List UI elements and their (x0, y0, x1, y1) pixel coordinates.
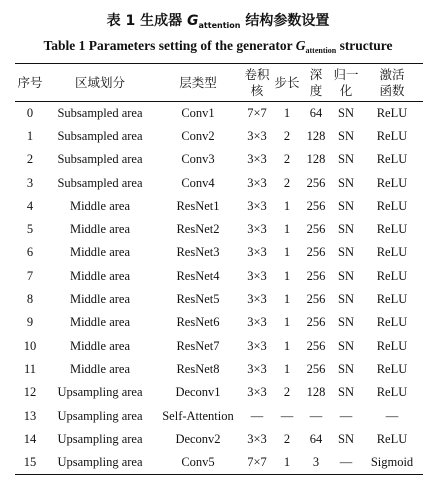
table-row (15, 428, 423, 451)
cell-kernel: 3×3 (247, 198, 267, 213)
cell-stride: 2 (283, 175, 291, 190)
table-row (15, 381, 423, 404)
cell-activation: ReLU (376, 105, 408, 120)
caption-en-subscript: attention (305, 46, 337, 55)
header-kernel (241, 64, 273, 102)
table-row (15, 451, 423, 474)
cell-layer-type: ResNet3 (176, 245, 220, 260)
cell-activation: ReLU (376, 198, 408, 213)
cell-normalization: SN (338, 222, 354, 237)
table-header (15, 64, 423, 102)
table-row (15, 288, 423, 311)
cell-kernel: 3×3 (247, 292, 267, 307)
cell-index: 1 (26, 128, 34, 143)
cell-activation: ReLU (376, 385, 408, 400)
cell-normalization: SN (338, 361, 354, 376)
header-line: 层类型 (179, 74, 217, 90)
header-line: 归一 (333, 66, 359, 82)
cell-index: 5 (26, 222, 34, 237)
cell-stride: 1 (283, 338, 291, 353)
cell-normalization: — (339, 408, 353, 423)
header-activation (361, 64, 423, 102)
cell-region: Upsampling area (57, 408, 143, 423)
cell-region: Middle area (69, 268, 131, 283)
header-stride (273, 64, 301, 102)
cell-activation: Sigmoid (361, 451, 423, 474)
cell-layer-type: Conv1 (181, 105, 215, 120)
header-line: 度 (309, 82, 323, 98)
cell-activation: ReLU (376, 128, 408, 143)
cell-activation: ReLU (376, 338, 408, 353)
cell-region: Upsampling area (57, 431, 143, 446)
header-line: 区域划分 (74, 74, 125, 90)
cell-region: Upsampling area (45, 451, 155, 474)
cell-activation: ReLU (376, 431, 408, 446)
cell-normalization: — (331, 451, 361, 474)
cell-depth: 256 (306, 245, 326, 260)
table-row (15, 171, 423, 194)
cell-layer-type: ResNet1 (176, 198, 220, 213)
cell-layer-type: Self-Attention (162, 408, 234, 423)
cell-kernel: 3×3 (247, 385, 267, 400)
cell-activation: ReLU (376, 175, 408, 190)
cell-kernel: 3×3 (247, 361, 267, 376)
cell-normalization: SN (338, 128, 354, 143)
table-row (15, 218, 423, 241)
cell-layer-type: ResNet4 (176, 268, 220, 283)
cell-stride: 2 (283, 431, 291, 446)
header-line: 卷积 (244, 66, 270, 82)
caption-cn-subscript: attention (198, 21, 241, 30)
cell-index: 4 (26, 198, 34, 213)
cell-index: 10 (23, 338, 37, 353)
table-row (15, 404, 423, 427)
cell-region: Subsampled area (57, 175, 143, 190)
cell-index: 13 (23, 408, 37, 423)
cell-depth: 256 (306, 222, 326, 237)
cell-layer-type: ResNet5 (176, 292, 220, 307)
cell-region: Middle area (69, 292, 131, 307)
cell-activation: ReLU (376, 361, 408, 376)
cell-region: Middle area (69, 315, 131, 330)
header-region (45, 64, 155, 102)
cell-kernel: 3×3 (247, 431, 267, 446)
cell-stride: 1 (283, 361, 291, 376)
header-line: 序号 (17, 74, 43, 90)
cell-stride: — (280, 408, 294, 423)
cell-depth: 256 (306, 292, 326, 307)
cell-region: Middle area (69, 338, 131, 353)
cell-region: Subsampled area (57, 105, 143, 120)
header-row (15, 64, 423, 102)
caption-en-variable: G (295, 38, 306, 53)
cell-depth: 256 (306, 175, 326, 190)
cell-index: 15 (15, 451, 45, 474)
table-body (15, 102, 423, 475)
cell-index: 0 (26, 105, 34, 120)
cell-region: Upsampling area (57, 385, 143, 400)
cell-kernel: 3×3 (247, 128, 267, 143)
cell-stride: 2 (283, 385, 291, 400)
cell-depth: 256 (306, 361, 326, 376)
table-caption-english (0, 38, 436, 55)
cell-depth: 256 (306, 198, 326, 213)
header-index (15, 64, 45, 102)
cell-layer-type: Conv2 (181, 128, 215, 143)
cell-normalization: SN (338, 338, 354, 353)
cell-region: Subsampled area (57, 152, 143, 167)
cell-normalization: SN (338, 175, 354, 190)
table-row (15, 102, 423, 125)
cell-region: Middle area (69, 222, 131, 237)
cell-index: 14 (23, 431, 37, 446)
cell-depth: 128 (306, 128, 326, 143)
cell-activation: ReLU (376, 292, 408, 307)
cell-activation: — (385, 408, 399, 423)
cell-depth: — (309, 408, 323, 423)
cell-normalization: SN (338, 152, 354, 167)
header-line: 深 (309, 66, 323, 82)
cell-region: Middle area (69, 245, 131, 260)
cell-stride: 1 (283, 222, 291, 237)
cell-layer-type: ResNet7 (176, 338, 220, 353)
table-row (15, 241, 423, 264)
header-line: 激活 (379, 66, 405, 82)
cell-layer-type: ResNet2 (176, 222, 220, 237)
cell-stride: 2 (283, 152, 291, 167)
header-depth (301, 64, 331, 102)
cell-kernel: 3×3 (247, 338, 267, 353)
cell-region: Middle area (69, 198, 131, 213)
cell-depth: 128 (306, 152, 326, 167)
cell-activation: ReLU (376, 222, 408, 237)
cell-layer-type: Deconv2 (175, 431, 221, 446)
header-line: 函数 (379, 82, 405, 98)
cell-depth: 64 (309, 105, 323, 120)
header-normalization (331, 64, 361, 102)
cell-index: 7 (26, 268, 34, 283)
cell-normalization: SN (338, 315, 354, 330)
caption-en-prefix: Table 1 Parameters setting of the generator (43, 38, 296, 53)
cell-depth: 128 (306, 385, 326, 400)
cell-kernel: 3×3 (247, 245, 267, 260)
cell-index: 3 (26, 175, 34, 190)
table-row (15, 311, 423, 334)
cell-layer-type: ResNet6 (176, 315, 220, 330)
cell-normalization: SN (338, 292, 354, 307)
cell-normalization: SN (338, 198, 354, 213)
table-caption-chinese (0, 10, 436, 30)
table-row (15, 334, 423, 357)
cell-kernel: — (250, 408, 264, 423)
caption-cn-suffix: 结构参数设置 (240, 13, 330, 29)
table-row (15, 195, 423, 218)
cell-stride: 1 (283, 268, 291, 283)
cell-normalization: SN (338, 431, 354, 446)
cell-kernel: 3×3 (247, 152, 267, 167)
cell-layer-type: Conv3 (181, 152, 215, 167)
cell-stride: 1 (283, 292, 291, 307)
parameters-table (15, 63, 423, 475)
cell-depth: 256 (306, 338, 326, 353)
header-line: 核 (250, 82, 264, 98)
cell-activation: ReLU (376, 268, 408, 283)
cell-depth: 256 (306, 268, 326, 283)
table-row (15, 358, 423, 381)
header-line: 步长 (274, 74, 300, 90)
cell-stride: 2 (283, 128, 291, 143)
cell-region: Subsampled area (57, 128, 143, 143)
table-row (15, 265, 423, 288)
cell-stride: 1 (273, 451, 301, 474)
cell-index: 8 (26, 292, 34, 307)
cell-depth: 256 (306, 315, 326, 330)
cell-normalization: SN (338, 245, 354, 260)
cell-region: Middle area (69, 361, 131, 376)
cell-kernel: 3×3 (247, 222, 267, 237)
cell-stride: 1 (283, 105, 291, 120)
header-line: 化 (339, 82, 353, 98)
cell-kernel: 3×3 (247, 268, 267, 283)
cell-index: 11 (23, 361, 37, 376)
cell-normalization: SN (338, 268, 354, 283)
cell-index: 2 (26, 152, 34, 167)
cell-normalization: SN (338, 105, 354, 120)
cell-kernel: 7×7 (247, 105, 267, 120)
cell-activation: ReLU (376, 315, 408, 330)
cell-index: 6 (26, 245, 34, 260)
caption-cn-variable: G (187, 13, 199, 29)
cell-stride: 1 (283, 315, 291, 330)
cell-depth: 3 (301, 451, 331, 474)
table-row (15, 148, 423, 171)
cell-kernel: 3×3 (247, 175, 267, 190)
cell-layer-type: Conv4 (181, 175, 215, 190)
cell-stride: 1 (283, 198, 291, 213)
cell-layer-type: ResNet8 (176, 361, 220, 376)
table-row (15, 125, 423, 148)
caption-cn-prefix: 表 1 生成器 (106, 13, 188, 29)
cell-layer-type: Deconv1 (175, 385, 221, 400)
cell-kernel: 3×3 (247, 315, 267, 330)
cell-layer-type: Conv5 (155, 451, 241, 474)
cell-index: 9 (26, 315, 34, 330)
cell-normalization: SN (338, 385, 354, 400)
cell-depth: 64 (309, 431, 323, 446)
cell-stride: 1 (283, 245, 291, 260)
header-layer-type (155, 64, 241, 102)
cell-activation: ReLU (376, 152, 408, 167)
cell-activation: ReLU (376, 245, 408, 260)
cell-kernel: 7×7 (241, 451, 273, 474)
caption-en-suffix: structure (336, 38, 393, 53)
cell-index: 12 (23, 385, 37, 400)
